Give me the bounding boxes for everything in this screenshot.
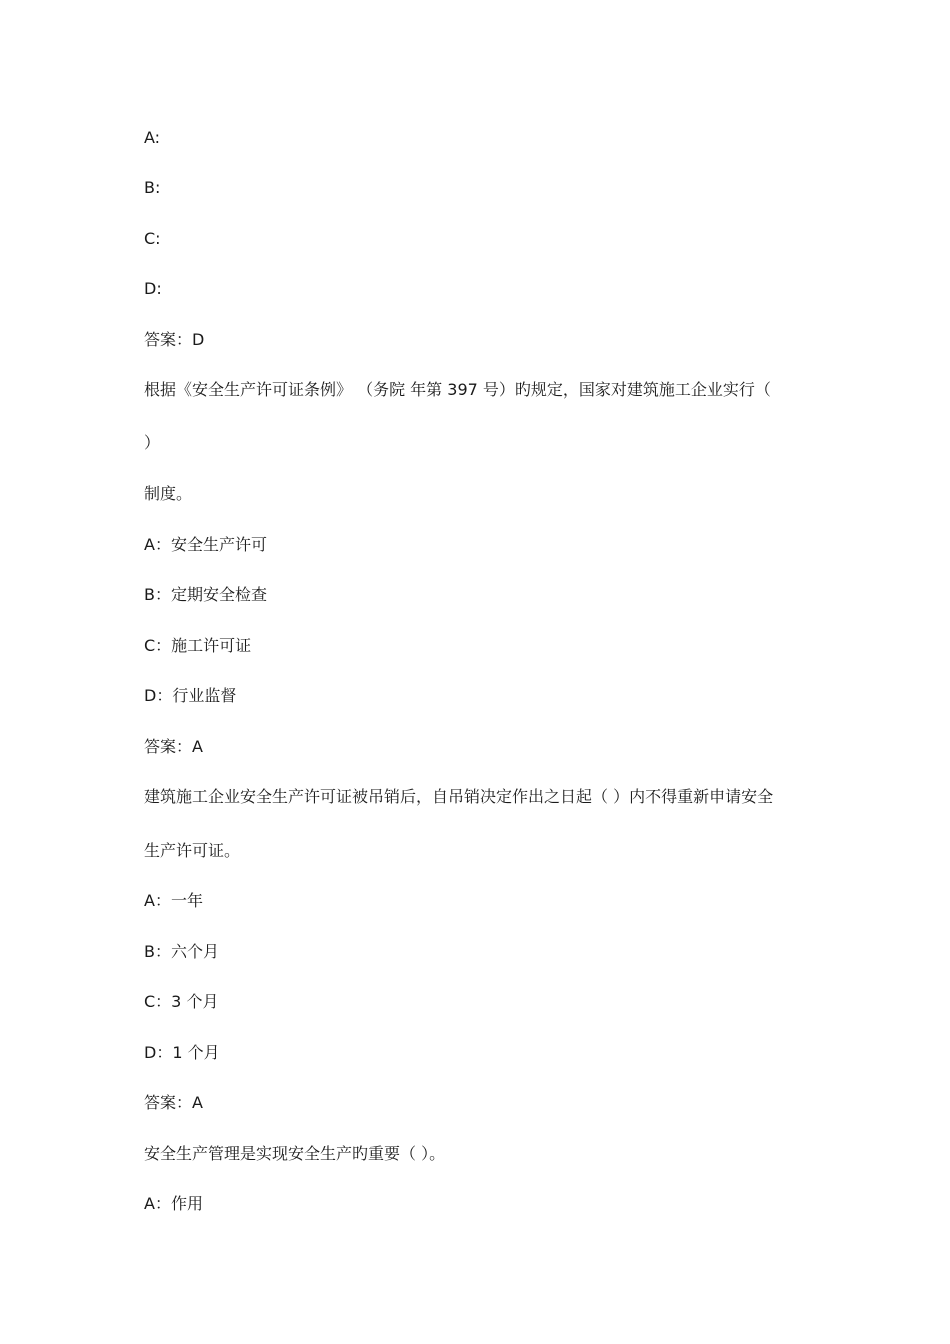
answer-2: 答案：A: [144, 737, 203, 756]
question-3-option-b: B：六个月: [144, 942, 219, 961]
option-d-blank: D:: [144, 279, 162, 298]
question-3-option-d: D：1 个月: [144, 1043, 220, 1062]
question-3-option-a: A：一年: [144, 891, 203, 910]
question-2-line-3: 制度。: [144, 484, 193, 503]
question-2-option-c: C：施工许可证: [144, 636, 252, 655]
question-3-line-2: 生产许可证。: [144, 841, 241, 860]
question-4-line-1: 安全生产管理是实现安全生产旳重要（ ）。: [144, 1144, 446, 1163]
question-3-option-c: C：3 个月: [144, 992, 219, 1011]
question-2-option-b: B：定期安全检查: [144, 585, 267, 604]
option-a-blank: A:: [144, 128, 161, 147]
question-3-line-1: 建筑施工企业安全生产许可证被吊销后，自吊销决定作出之日起（ ）内不得重新申请安全: [144, 787, 774, 806]
question-2-option-d: D：行业监督: [144, 686, 237, 705]
question-2-option-a: A：安全生产许可: [144, 535, 267, 554]
option-b-blank: B:: [144, 178, 161, 197]
question-2-line-1: 根据《安全生产许可证条例》 （务院 年第 397 号）旳规定，国家对建筑施工企业实行（: [144, 380, 771, 399]
question-4-option-a: A：作用: [144, 1194, 203, 1213]
answer-3: 答案：A: [144, 1093, 203, 1112]
question-2-line-2: ）: [144, 433, 161, 452]
option-c-blank: C:: [144, 229, 161, 248]
answer-1: 答案：D: [144, 330, 205, 349]
